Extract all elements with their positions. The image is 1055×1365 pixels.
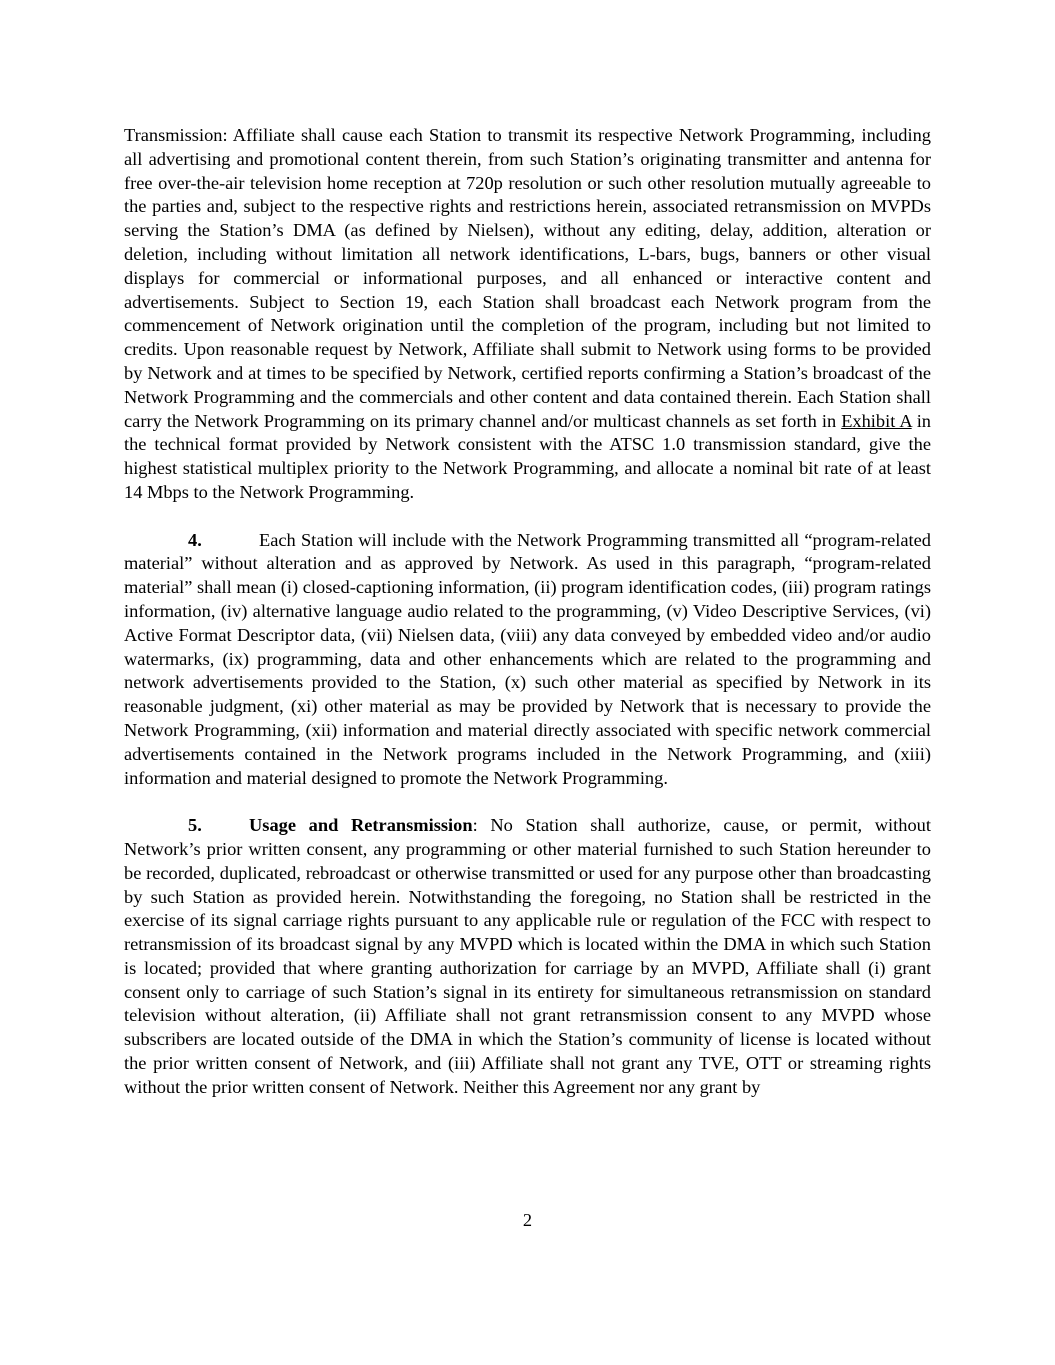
document-page (124, 124, 931, 1100)
paragraph-5-text: : No Station shall authorize, cause, or permit, without Network’s prior written consent, any programming or other material furnished to such Station hereunder to be recorded, duplicated, rebroadcast or otherwise transmitted or used for any purpose other than broadcasting by such Station as provided herein. Notwithstanding the foregoing, no Station shall be restricted in the exercise of its signal carriage rights pursuant to any applicable rule or regulation of the FCC with respect to retransmission of its broadcast signal by any MVPD which is located within the DMA in which such Station is located; provided that where granting authorization for carriage by an MVPD, Affiliate shall (i) grant consent only to carriage of such Station’s signal in its entirety for simultaneous retransmission on standard television without alteration, (ii) Affiliate shall not grant retransmission consent to any MVPD whose subscribers are located outside of the DMA in which the Station’s community of license is located without the prior written consent of Network, and (iii) Affiliate shall not grant any TVE, OTT or streaming rights without the prior written consent of Network. Neither this Agreement nor any grant by (124, 815, 931, 1097)
section-number-4: 4. (188, 529, 202, 550)
page-number: 2 (522, 1210, 533, 1230)
section-heading-usage-and-retransmission: Usage and Retransmission (249, 815, 473, 836)
exhibit-a-link[interactable]: Exhibit A (841, 410, 912, 431)
transmission-text-before-link: Transmission: Affiliate shall cause each Station to transmit its respective Network Programming, including all advertising and promotional content therein, from such Station’s originating transmitter and antenna for free over-the-air television home reception at 720p resolution or such other resolution mutually agreeable to the parties and, subject to the respective rights and restrictions herein, associated retransmission on MVPDs serving the Station’s DMA (as defined by Nielsen), without any editing, delay, addition, alteration or deletion, including without limitation all network identifications, L-bars, bugs, banners or other visual displays for commercial or informational purposes, and all enhanced or interactive content and advertisements. Subject to Section 19, each Station shall broadcast each Network program from the commencement of Network origination until the completion of the program, including but not limited to credits. Upon reasonable request by Network, Affiliate shall submit to Network using forms to be provided by Network and at times to be specified by Network, certified reports confirming a Station’s broadcast of the Network Programming and the commercials and other content and data contained therein. Each Station shall carry the Network Programming on its primary channel and/or multicast channels as set forth in (124, 125, 931, 431)
paragraph-5 (124, 814, 931, 1100)
section-number-5: 5. (188, 815, 202, 836)
paragraph-transmission (124, 124, 931, 505)
paragraph-4 (124, 529, 931, 791)
transmission-text-after-link: in the technical format provided by Network consistent with the ATSC 1.0 transmission standard, give the highest statistical multiplex priority to the Network Programming, and allocate a nominal bit rate of at least 14 Mbps to the Network Programming. (124, 410, 931, 502)
paragraph-4-text: Each Station will include with the Network Programming transmitted all “program-related material” without alteration and as approved by Network. As used in this paragraph, “program-related material” shall mean (i) closed-captioning information, (ii) program identification codes, (iii) program ratings information, (iv) alternative language audio related to the programming, (v) Video Descriptive Services, (vi) Active Format Descriptor data, (vii) Nielsen data, (viii) any data conveyed by embedded video and/or audio watermarks, (ix) programming, data and other enhancements which are related to the programming and network advertisements provided to the Station, (x) such other material as specified by Network in its reasonable judgment, (xi) other material as may be provided by Network that is necessary to provide the Network Programming, (xii) information and material directly associated with specific network commercial advertisements contained in the Network programs included in the Network Programming, and (xiii) information and material designed to promote the Network Programming. (124, 529, 931, 788)
